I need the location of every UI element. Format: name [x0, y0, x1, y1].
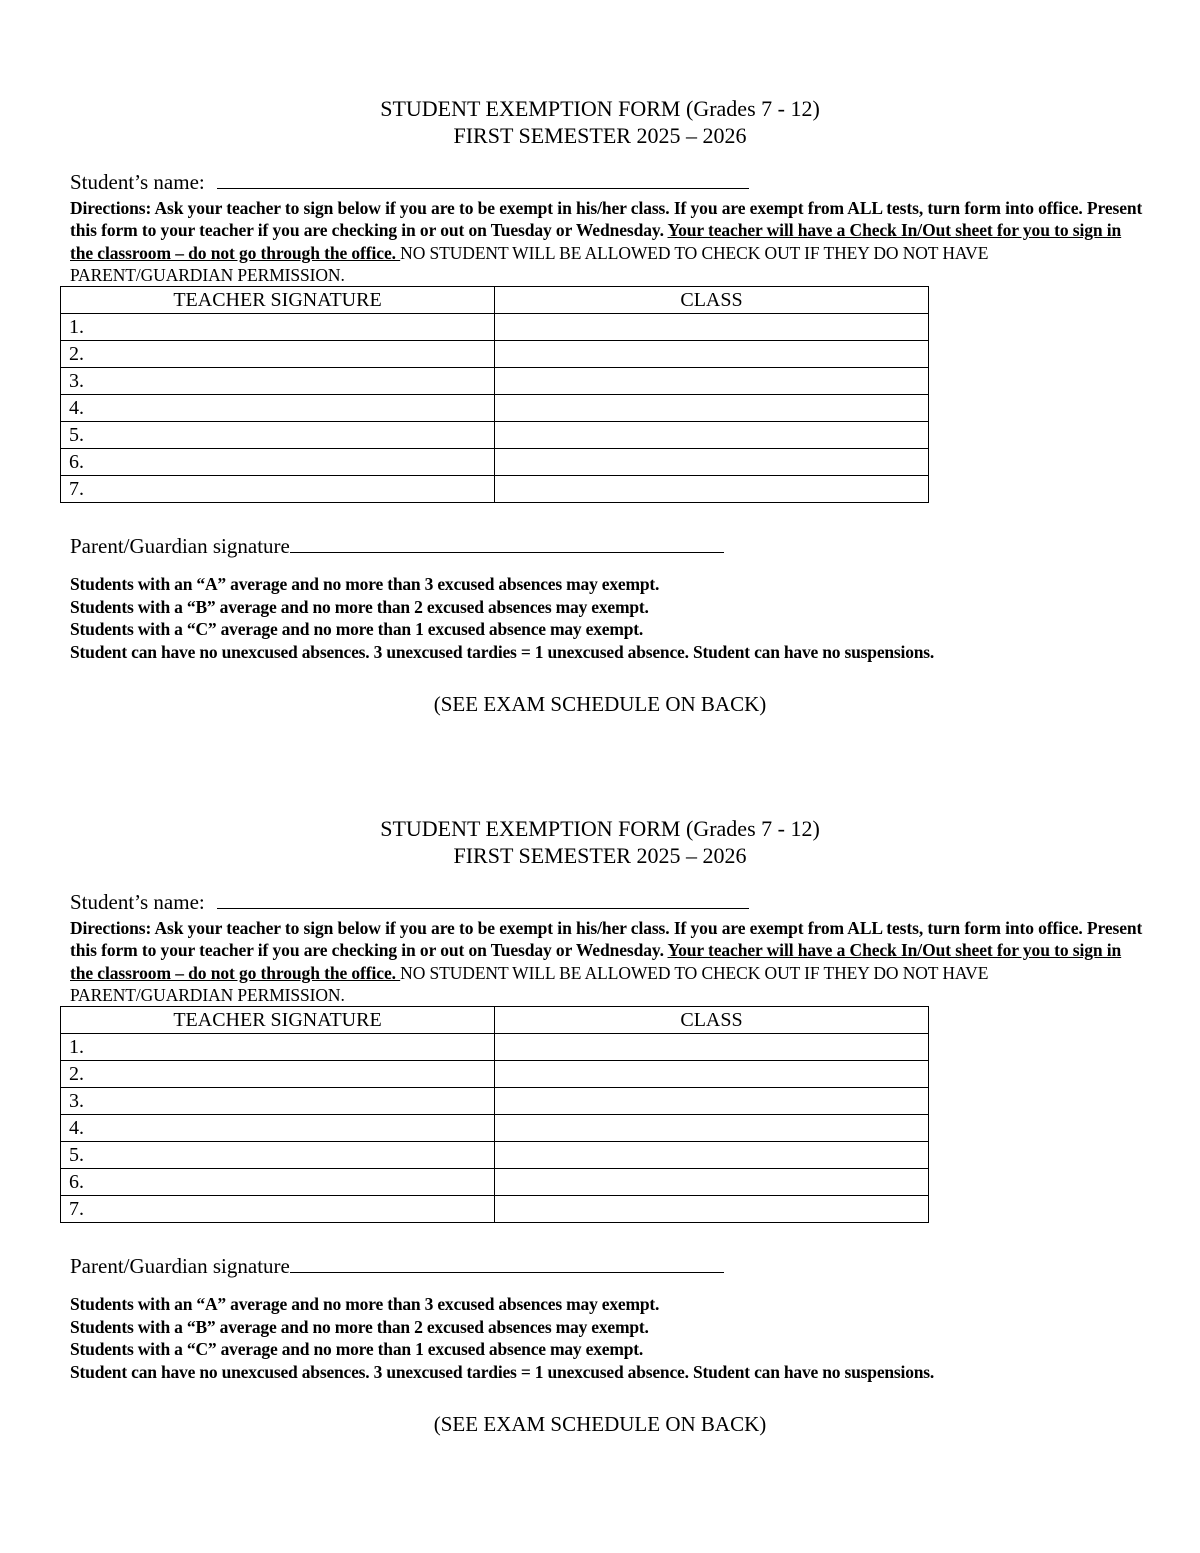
signature-cell[interactable]: 2.: [61, 1061, 495, 1088]
directions-text: [70, 197, 1145, 286]
student-name-field[interactable]: [217, 171, 749, 189]
directions-underlined: Your teacher will have a Check In/Out sheet for you to sign in the classroom – do not go through the office.: [70, 940, 1122, 983]
class-cell[interactable]: [495, 476, 929, 503]
directions-text: [70, 917, 1145, 1006]
signature-cell[interactable]: 4.: [61, 1115, 495, 1142]
parent-signature-field[interactable]: [290, 1255, 724, 1273]
header-class: CLASS: [495, 287, 929, 314]
class-cell[interactable]: [495, 395, 929, 422]
table-row: [61, 1034, 929, 1061]
table-row: [61, 395, 929, 422]
directions-part1: Directions: Ask your teacher to sign below if you are to be exempt in his/her class. If you are exempt from ALL tests, turn form into office. Present this form to your teacher if you are checking in or out on Tuesday or Wednesday.: [70, 198, 1143, 241]
header-class: CLASS: [495, 1007, 929, 1034]
exemption-form-2: [0, 815, 1200, 1437]
directions-underlined: Your teacher will have a Check In/Out sheet for you to sign in the classroom – do not go through the office.: [70, 220, 1122, 263]
signature-cell[interactable]: 7.: [61, 1196, 495, 1223]
table-row: [61, 476, 929, 503]
student-name-label: Student’s name:: [70, 170, 205, 194]
table-row: [61, 368, 929, 395]
rule-c-average: Students with a “C” average and no more than 1 excused absence may exempt.: [70, 619, 644, 640]
table-row: [61, 1142, 929, 1169]
table-row: [61, 422, 929, 449]
signature-cell[interactable]: 7.: [61, 476, 495, 503]
rule-b-average: Students with a “B” average and no more than 2 excused absences may exempt.: [70, 596, 649, 617]
signature-cell[interactable]: 3.: [61, 1088, 495, 1115]
table-row: [61, 1169, 929, 1196]
exemption-rules: [70, 573, 1200, 663]
table-header-row: [61, 287, 929, 314]
student-name-field[interactable]: [217, 891, 749, 909]
signature-cell[interactable]: 2.: [61, 341, 495, 368]
table-row: [61, 1115, 929, 1142]
form-title-line2: FIRST SEMESTER 2025 – 2026: [453, 123, 747, 148]
form-title-line1: STUDENT EXEMPTION FORM (Grades 7 - 12): [380, 96, 820, 121]
table-header-row: [61, 1007, 929, 1034]
parent-signature-label: Parent/Guardian signature: [70, 534, 290, 559]
class-cell[interactable]: [495, 1142, 929, 1169]
teacher-signature-table: [60, 286, 929, 503]
class-cell[interactable]: [495, 368, 929, 395]
signature-cell[interactable]: 1.: [61, 1034, 495, 1061]
directions-part1: Directions: Ask your teacher to sign below if you are to be exempt in his/her class. If you are exempt from ALL tests, turn form into office. Present this form to your teacher if you are checking in or out on Tuesday or Wednesday.: [70, 918, 1143, 961]
table-row: [61, 449, 929, 476]
header-teacher-signature: TEACHER SIGNATURE: [61, 287, 495, 314]
table-row: [61, 341, 929, 368]
table-row: [61, 314, 929, 341]
class-cell[interactable]: [495, 1088, 929, 1115]
rule-b-average: Students with a “B” average and no more than 2 excused absences may exempt.: [70, 1316, 649, 1337]
signature-cell[interactable]: 5.: [61, 1142, 495, 1169]
class-cell[interactable]: [495, 1034, 929, 1061]
class-cell[interactable]: [495, 1196, 929, 1223]
see-exam-schedule-note: (SEE EXAM SCHEDULE ON BACK): [433, 692, 767, 717]
directions-part2: NO STUDENT WILL BE ALLOWED TO CHECK OUT IF THEY DO NOT HAVE PARENT/GUARDIAN PERMISSION.: [70, 242, 989, 285]
form-title: [0, 95, 1200, 149]
class-cell[interactable]: [495, 341, 929, 368]
signature-cell[interactable]: 6.: [61, 449, 495, 476]
class-cell[interactable]: [495, 1115, 929, 1142]
rule-a-average: Students with an “A” average and no more than 3 excused absences may exempt.: [70, 1294, 660, 1315]
signature-cell[interactable]: 3.: [61, 368, 495, 395]
form-title: [0, 815, 1200, 869]
parent-signature-label: Parent/Guardian signature: [70, 1254, 290, 1279]
signature-cell[interactable]: 4.: [61, 395, 495, 422]
parent-signature-field[interactable]: [290, 535, 724, 553]
exemption-form-1: [0, 95, 1200, 717]
student-name-row: [70, 889, 1200, 915]
header-teacher-signature: TEACHER SIGNATURE: [61, 1007, 495, 1034]
form-title-line2: FIRST SEMESTER 2025 – 2026: [453, 843, 747, 868]
signature-cell[interactable]: 1.: [61, 314, 495, 341]
exemption-rules: [70, 1293, 1200, 1383]
rule-c-average: Students with a “C” average and no more than 1 excused absence may exempt.: [70, 1339, 644, 1360]
rule-absences: Student can have no unexcused absences. 3 unexcused tardies = 1 unexcused absence. Student can have no suspensions.: [70, 1361, 935, 1382]
class-cell[interactable]: [495, 422, 929, 449]
directions-part2: NO STUDENT WILL BE ALLOWED TO CHECK OUT IF THEY DO NOT HAVE PARENT/GUARDIAN PERMISSION.: [70, 962, 989, 1005]
teacher-signature-table: [60, 1006, 929, 1223]
table-row: [61, 1088, 929, 1115]
table-row: [61, 1061, 929, 1088]
parent-signature-row: [70, 1253, 1200, 1279]
parent-signature-row: [70, 533, 1200, 559]
student-name-row: [70, 169, 1200, 195]
class-cell[interactable]: [495, 1061, 929, 1088]
table-row: [61, 1196, 929, 1223]
rule-absences: Student can have no unexcused absences. 3 unexcused tardies = 1 unexcused absence. Student can have no suspensions.: [70, 641, 935, 662]
class-cell[interactable]: [495, 314, 929, 341]
signature-cell[interactable]: 6.: [61, 1169, 495, 1196]
class-cell[interactable]: [495, 1169, 929, 1196]
class-cell[interactable]: [495, 449, 929, 476]
rule-a-average: Students with an “A” average and no more than 3 excused absences may exempt.: [70, 574, 660, 595]
student-name-label: Student’s name:: [70, 890, 205, 914]
signature-cell[interactable]: 5.: [61, 422, 495, 449]
form-title-line1: STUDENT EXEMPTION FORM (Grades 7 - 12): [380, 816, 820, 841]
see-exam-schedule-note: (SEE EXAM SCHEDULE ON BACK): [433, 1412, 767, 1437]
